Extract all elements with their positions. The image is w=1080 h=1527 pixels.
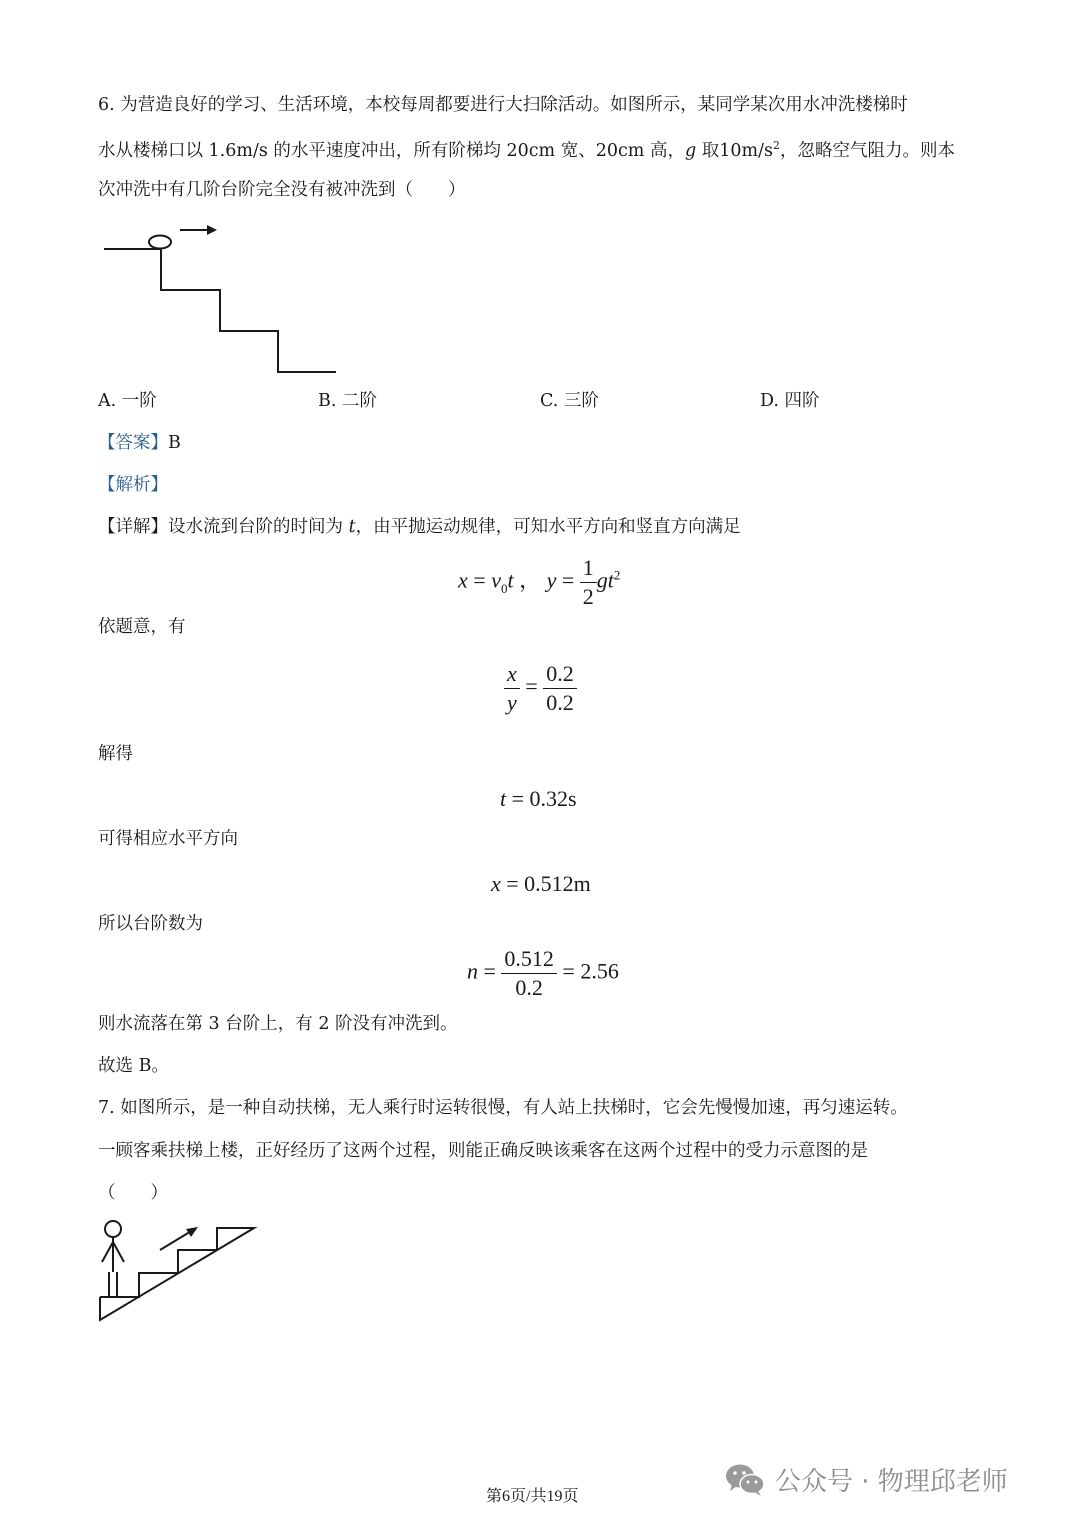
q7-line-3: （ ） [98, 1183, 168, 1203]
q6-line-3: 次冲洗中有几阶台阶完全没有被冲洗到（ ） [98, 180, 466, 200]
q6-line-1: 6. 为营造良好的学习、生活环境，本校每周都要进行大扫除活动。如图所示，某同学某次用水冲洗楼梯时 [98, 95, 908, 115]
equation-ratio [504, 662, 577, 715]
q7-line-1: 7. 如图所示，是一种自动扶梯，无人乘行时运转很慢，有人站上扶梯时，它会先慢慢加速，再匀速运转。 [98, 1098, 908, 1118]
eq5-frac [501, 947, 557, 1000]
equation-distance [491, 871, 591, 897]
eq1-half [580, 556, 597, 609]
q6-line-2-a: 水从楼梯口以 1.6m/s 的水平速度冲出，所有阶梯均 20cm 宽、20cm 高， [98, 140, 685, 161]
person-arm-left [102, 1242, 113, 1262]
wechat-icon [725, 1463, 765, 1497]
eq2-den-a: y [507, 690, 517, 716]
p-guxuan: 故选 B。 [98, 1056, 169, 1076]
eq2-frac-b [543, 662, 577, 715]
eq2-equals: = [519, 673, 544, 699]
person-head [105, 1221, 121, 1237]
equation-time [500, 786, 577, 812]
q6-line-2-b: 取10m/s [696, 140, 773, 161]
p-yitiyi: 依题意，有 [98, 617, 186, 637]
p-suoyi: 所以台阶数为 [98, 914, 203, 934]
equation-projectile [458, 556, 620, 609]
eq1-half-num: 1 [580, 556, 597, 583]
eq1-half-den: 2 [582, 584, 594, 610]
p-kede: 可得相应水平方向 [98, 829, 238, 849]
option-a: A. 一阶 [98, 391, 157, 411]
eq1-y: y [546, 567, 557, 593]
eq4-x: x [491, 871, 501, 896]
detail-t: t [348, 517, 356, 537]
q6-exponent: 2 [772, 139, 780, 152]
eq1-exp2: 2 [613, 567, 621, 583]
motion-arrow-shaft [160, 1230, 193, 1250]
eq1-x: x [458, 567, 468, 593]
analysis-tag-text: 【解析】 [98, 475, 168, 495]
option-d: D. 四阶 [760, 391, 820, 411]
detail-tag: 【详解】 [98, 517, 168, 537]
p-jiede: 解得 [98, 744, 133, 764]
eq1-sub0: 0 [500, 581, 508, 597]
detail-text-b: ，由平抛运动规律，可知水平方向和竖直方向满足 [355, 517, 741, 537]
eq2-frac-a [504, 662, 520, 715]
eq1-equals-2: = [556, 567, 580, 593]
page-number: 第6页/共19页 [486, 1488, 579, 1505]
q7-line-2: 一顾客乘扶梯上楼，正好经历了这两个过程，则能正确反映该乘客在这两个过程中的受力示意图的是 [98, 1141, 868, 1161]
option-b: B. 二阶 [318, 391, 377, 411]
eq5-den: 0.2 [515, 975, 543, 1001]
eq1-g: g [596, 567, 608, 593]
eq2-den-b: 0.2 [546, 690, 574, 716]
eq5-rest: = 2.56 [556, 958, 619, 984]
watermark-text: 公众号 · 物理邱老师 [775, 1467, 1008, 1497]
eq2-num-b: 0.2 [543, 662, 577, 689]
eq1-t: t [507, 567, 514, 593]
eq1-t2: t [607, 567, 614, 593]
eq3-rest: = 0.32s [506, 786, 577, 811]
answer-value: B [168, 433, 181, 453]
equation-steps [467, 947, 619, 1000]
eq5-num: 0.512 [501, 947, 557, 974]
eq1-equals: = [467, 567, 492, 593]
escalator-diagram [0, 0, 300, 1400]
q6-g-symbol: g [684, 140, 697, 161]
watermark [725, 1461, 1008, 1498]
eq5-equals: = [478, 958, 502, 984]
eq1-separator: ， [513, 567, 547, 593]
p-zeshui: 则水流落在第 3 台阶上，有 2 阶没有冲洗到。 [98, 1014, 458, 1034]
answer-tag: 【答案】 [98, 433, 168, 453]
q6-line-2-c: ，忽略空气阻力。则本 [779, 140, 955, 161]
eq3-t: t [500, 786, 507, 811]
eq1-v: v [491, 567, 501, 593]
person-arm-right [113, 1242, 124, 1262]
detail-text-a: 设水流到台阶的时间为 [168, 517, 349, 537]
option-c: C. 三阶 [540, 391, 599, 411]
escalator-steps [100, 1228, 254, 1320]
eq2-num-a: x [504, 662, 520, 689]
eq5-n: n [467, 958, 478, 984]
eq4-rest: = 0.512m [500, 871, 591, 896]
